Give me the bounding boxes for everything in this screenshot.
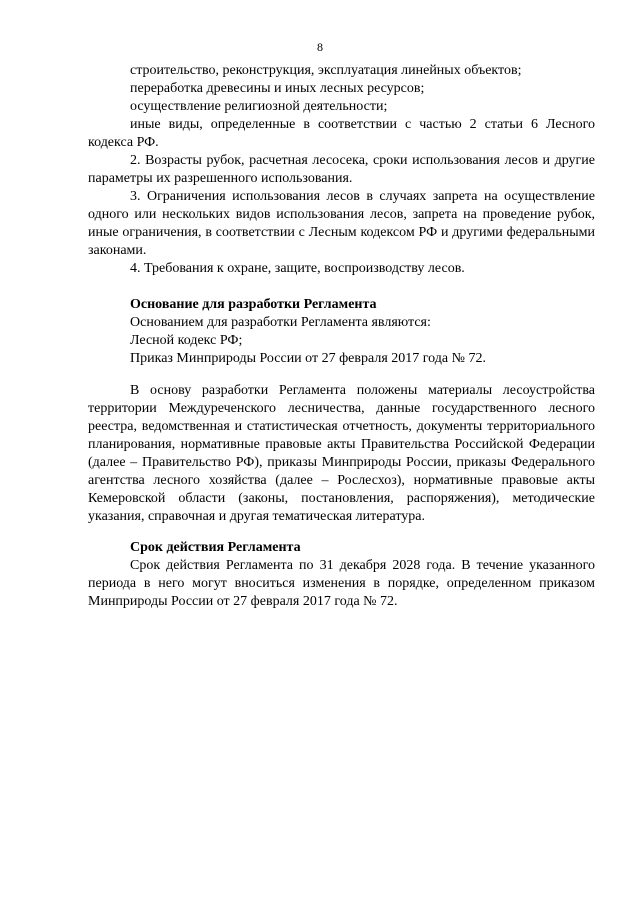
basis-list-item: Приказ Минприроды России от 27 февраля 2017 года № 72. <box>130 351 486 366</box>
basis-intro: Основанием для разработки Регламента являются: <box>130 315 431 330</box>
spacer <box>88 278 595 296</box>
list-item: иные виды, определенные в соответствии с частью 2 статьи 6 Лесного кодекса РФ. <box>88 117 595 150</box>
spacer <box>88 368 595 382</box>
validity-paragraph: Срок действия Регламента по 31 декабря 2028 года. В течение указанного периода в него могут вноситься изменения в порядке, определенном приказом Минприроды России от 27 февраля 2017 года № 72. <box>88 558 595 609</box>
list-item: строительство, реконструкция, эксплуатация линейных объектов; <box>130 63 522 78</box>
validity-heading: Срок действия Регламента <box>130 540 301 555</box>
numbered-item-2: 2. Возрасты рубок, расчетная лесосека, сроки использования лесов и другие параметры их разрешенного использования. <box>88 153 595 186</box>
list-item: переработка древесины и иных лесных ресурсов; <box>130 81 425 96</box>
numbered-item-4: 4. Требования к охране, защите, воспроизводству лесов. <box>130 261 465 276</box>
basis-heading: Основание для разработки Регламента <box>130 297 377 312</box>
materials-paragraph: В основу разработки Регламента положены материалы лесоустройства территории Междуреченского лесничества, данные государственного лесного реестра, ведомственная и статистическая отчетность, документы территориального планирования, нормативные правовые акты Правительства Российской Федерации (далее – Правительство РФ), приказы Минприроды России, приказы Федерального агентства лесного хозяйства (далее – Рослесхоз), нормативные правовые акты Кемеровской области (законы, постановления, распоряжения), методические указания, справочная и другая тематическая литература. <box>88 383 595 524</box>
page-content <box>88 62 595 611</box>
numbered-item-3: 3. Ограничения использования лесов в случаях запрета на осуществление одного или нескольких видов использования лесов, запрета на проведение рубок, иные ограничения, в соответствии с Лесным кодексом РФ и другими федеральными законами. <box>88 189 595 258</box>
page-number: 8 <box>317 40 323 54</box>
spacer <box>88 526 595 539</box>
basis-list-item: Лесной кодекс РФ; <box>130 333 243 348</box>
list-item: осуществление религиозной деятельности; <box>130 99 388 114</box>
